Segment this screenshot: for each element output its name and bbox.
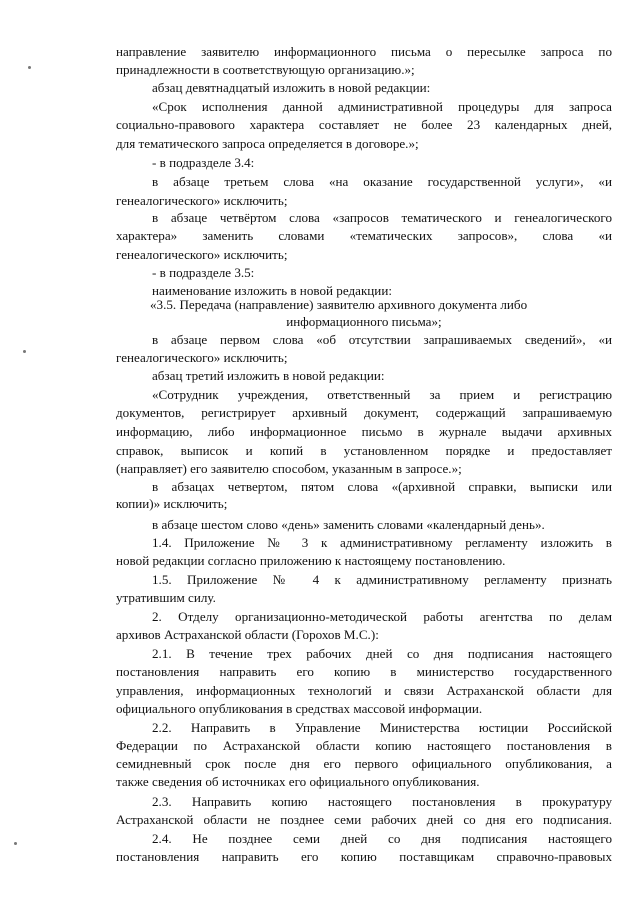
text-line: официального опубликования в средствах массовой информации. xyxy=(116,701,483,716)
scan-speck xyxy=(28,66,31,69)
text-line: генеалогического» исключить; xyxy=(116,350,288,365)
text-line: генеалогического» исключить; xyxy=(116,193,288,208)
section-heading: «3.5. Передача (направление) заявителю архивного документа либо xyxy=(150,297,528,312)
text-line: в абзаце четвёртом слова «запросов тематического и генеалогического xyxy=(152,210,612,225)
text-line: постановления направить его копию в министерство государственного xyxy=(116,664,612,679)
text-line: абзац третий изложить в новой редакции: xyxy=(152,368,385,383)
text-line: утратившим силу. xyxy=(116,590,216,605)
text-line: «Сотрудник учреждения, ответственный за прием и регистрацию xyxy=(152,387,612,402)
text-line: справок, выписок и копий в установленном порядке и предоставляет xyxy=(116,443,612,458)
text-line: также сведения об источниках его официального опубликования. xyxy=(116,774,480,789)
section-heading: информационного письма»; xyxy=(286,314,442,329)
scan-speck xyxy=(23,350,26,353)
text-line: 2.1. В течение трех рабочих дней со дня подписания настоящего xyxy=(152,646,612,661)
text-line: управления, информационных технологий и связи Астраханской области для xyxy=(116,683,612,698)
text-line: новой редакции согласно приложению к настоящему постановлению. xyxy=(116,553,506,568)
text-line: - в подразделе 3.5: xyxy=(152,265,255,280)
scan-speck xyxy=(14,842,17,845)
text-line: принадлежности в соответствующую организацию.»; xyxy=(116,62,415,77)
text-line: 2.2. Направить в Управление Министерства юстиции Российской xyxy=(152,720,612,735)
text-line: абзац девятнадцатый изложить в новой редакции: xyxy=(152,80,431,95)
text-line: - в подразделе 3.4: xyxy=(152,155,255,170)
text-line: копии)» исключить; xyxy=(116,496,228,511)
text-line: Астраханской области не позднее семи рабочих дней со дня его подписания. xyxy=(116,812,612,827)
text-line: в абзацах четвертом, пятом слова «(архивной справки, выписки или xyxy=(152,479,612,494)
text-line: информацию, либо информационное письмо в журнале выдачи архивных xyxy=(116,424,612,439)
text-line: для тематического запроса определяется в договоре.»; xyxy=(116,136,419,151)
text-line: социально-правового характера составляет не более 23 календарных дней, xyxy=(116,117,612,132)
text-line: характера» заменить словами «тематических запросов», слова «и xyxy=(116,228,612,243)
text-line: 2.3. Направить копию настоящего постановления в прокуратуру xyxy=(152,794,612,809)
text-line: семидневный срок после дня его первого официального опубликования, а xyxy=(116,756,612,771)
text-line: постановления направить его копию поставщикам справочно-правовых xyxy=(116,849,612,864)
text-line: в абзаце шестом слово «день» заменить словами «календарный день». xyxy=(152,517,545,532)
text-line: 2.4. Не позднее семи дней со дня подписания настоящего xyxy=(152,831,612,846)
text-line: в абзаце первом слова «об отсутствии запрашиваемых сведений», «и xyxy=(152,332,612,347)
text-line: в абзаце третьем слова «на оказание государственной услуги», «и xyxy=(152,174,612,189)
text-line: генеалогического» исключить; xyxy=(116,247,288,262)
text-line: (направляет) его заявителю способом, указанным в запросе.»; xyxy=(116,461,462,476)
text-line: архивов Астраханской области (Горохов М.С.): xyxy=(116,627,379,642)
text-line: документов, регистрирует архивный документ, содержащий запрашиваемую xyxy=(116,405,612,420)
text-line: 2. Отделу организационно-методической работы агентства по делам xyxy=(152,609,612,624)
text-line: наименование изложить в новой редакции: xyxy=(152,283,392,298)
text-line: направление заявителю информационного письма о пересылке запроса по xyxy=(116,44,612,59)
text-line: 1.4. Приложение № 3 к административному регламенту изложить в xyxy=(152,535,612,550)
text-line: «Срок исполнения данной административной процедуры для запроса xyxy=(152,99,612,114)
text-line: 1.5. Приложение № 4 к административному регламенту признать xyxy=(152,572,612,587)
text-line: Федерации по Астраханской области копию настоящего постановления в xyxy=(116,738,612,753)
